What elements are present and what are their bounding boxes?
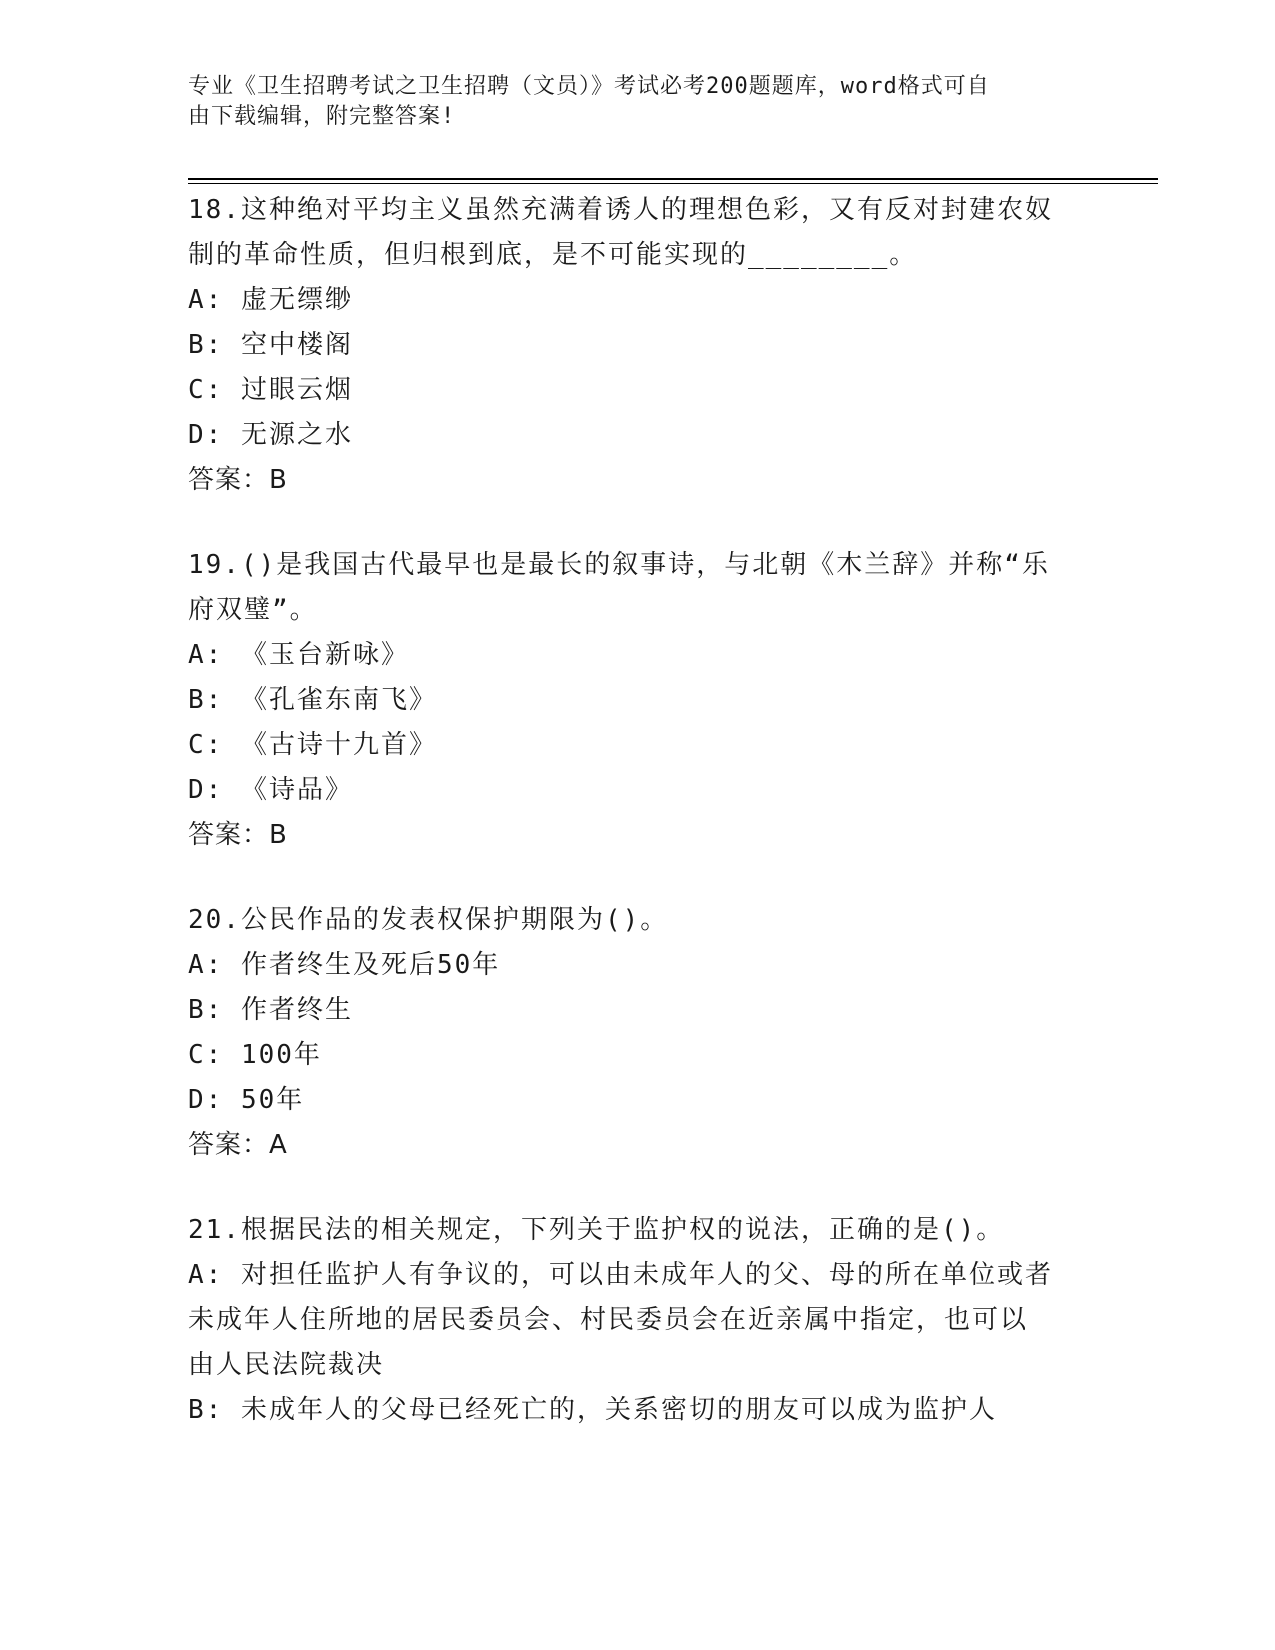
option-d: D: 无源之水 (188, 420, 353, 450)
option-b: B: 作者终生 (188, 995, 353, 1025)
option-a: A: 作者终生及死后50年 (188, 950, 501, 980)
option-c: C: 《古诗十九首》 (188, 730, 437, 760)
question-stem: 制的革命性质，但归根到底，是不可能实现的________。 (188, 240, 918, 270)
option-d: D: 《诗品》 (188, 775, 353, 805)
question-stem: 19.()是我国古代最早也是最长的叙事诗，与北朝《木兰辞》并称“乐 (188, 550, 1050, 580)
option-b: B: 空中楼阁 (188, 330, 353, 360)
question-stem: 21.根据民法的相关规定，下列关于监护权的说法，正确的是()。 (188, 1215, 1005, 1245)
question-18 (188, 188, 1088, 503)
option-b: B: 未成年人的父母已经死亡的，关系密切的朋友可以成为监护人 (188, 1395, 997, 1425)
answer: 答案：B (188, 465, 288, 495)
option-c: C: 100年 (188, 1040, 322, 1070)
header-divider-thin (188, 183, 1158, 184)
question-stem: 18.这种绝对平均主义虽然充满着诱人的理想色彩，又有反对封建农奴 (188, 195, 1053, 225)
header-line: 专业《卫生招聘考试之卫生招聘（文员）》考试必考200题题库，word格式可自 (188, 74, 990, 99)
option-c: C: 过眼云烟 (188, 375, 353, 405)
question-19 (188, 543, 1088, 858)
option-a-continued: 由人民法院裁决 (188, 1350, 385, 1380)
question-20 (188, 898, 1088, 1168)
header-divider-thick (188, 178, 1158, 180)
option-d: D: 50年 (188, 1085, 305, 1115)
option-a: A: 对担任监护人有争议的，可以由未成年人的父、母的所在单位或者 (188, 1260, 1053, 1290)
question-stem: 府双璧”。 (188, 595, 318, 625)
answer: 答案：A (188, 1130, 288, 1160)
option-b: B: 《孔雀东南飞》 (188, 685, 437, 715)
option-a: A: 虚无缥缈 (188, 285, 353, 315)
document-header (188, 72, 1068, 132)
header-line: 由下载编辑，附完整答案! (188, 104, 456, 129)
question-stem: 20.公民作品的发表权保护期限为()。 (188, 905, 669, 935)
option-a: A: 《玉台新咏》 (188, 640, 409, 670)
option-a-continued: 未成年人住所地的居民委员会、村民委员会在近亲属中指定，也可以 (188, 1305, 1029, 1335)
question-list (188, 188, 1088, 1473)
answer: 答案：B (188, 820, 288, 850)
question-21 (188, 1208, 1088, 1433)
